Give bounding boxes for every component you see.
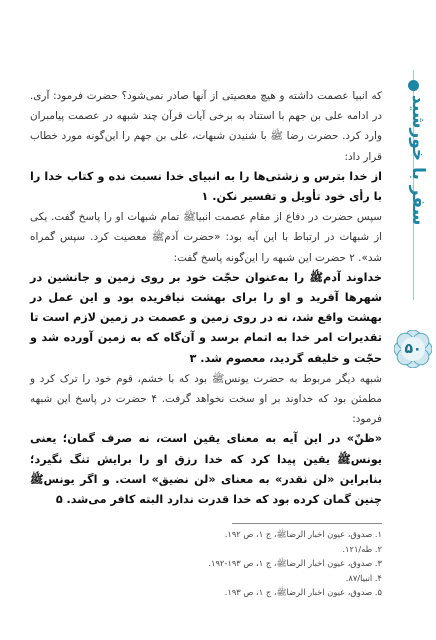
quote-paragraph-3: «ظنّ» در این آیه به معنای یقین است، نه صرف گمان؛ یعنی یونسﷺ یقین پیدا کرد که خدا رزق او را برایش تنگ نگیرد؛ بنابراین «لن نقدر» به معنای «لن نضیق» است. و اگر یونسﷺ چنین گمان کرده بود که خدا قدرت ندارد البته کافر می‌شد. ۵ [30,432,382,507]
page-number-badge [394,330,432,368]
footnotes [30,527,382,600]
quote-paragraph-1: از خدا بترس و زشتی‌ها را به انبیای خدا نسبت نده و کتاب خدا را با رأی خود تأویل و تفسیر نکن. ۱ [30,169,382,204]
footnote-4: ۴. انبیا/۸۷. [345,572,382,583]
page-number: ۵۰ [404,341,422,357]
body-paragraph-1: که انبیا عصمت داشته و هیچ معصیتی از آنها صادر نمی‌شود؟ حضرت فرمود: آری. در ادامه علی بن جهم با استناد به برخی آیات قرآن چند شبهه در عصمت پیامبران وارد کرد. حضرت رضا ﷺ با شنیدن شبهات، علی بن جهم را این‌گونه مورد خطاب قرار داد: [30,90,382,163]
sidebar-dot [408,80,419,91]
footnote-2: ۲. طه/۱۲۱. [342,543,382,554]
body-paragraph-2: سپس حضرت در دفاع از مقام عصمت انبیاﷺ تمام شبهات او را پاسخ گفت. یکی از شبهات در ارتباط با این آیه بود: «حضرت آدمﷺ معصیت کرد. سپس گمراه شد». ۲ حضرت این شبهه را این‌گونه پاسخ گفت: [30,211,382,264]
quote-paragraph-2: خداوند آدمﷺ را به‌عنوان حجّت خود بر روی زمین و جانشین در شهرها آفرید و او را برای بهشت نیافریده بود و این عمل در بهشت واقع شد، نه در روی زمین و عصمت در زمین لازم است تا تقدیرات امر خدا به اتمام برسد و آن‌گاه که به زمین آورده شد و حجّت و خلیفه گردید، معصوم شد. ۳ [30,270,382,365]
body-paragraph-3: شبهه دیگر مربوط به حضرت یونسﷺ بود که با خشم، قوم خود را ترک کرد و مطمئن بود که خداوند بر او سخت نخواهد گرفت. ۴ حضرت در پاسخ این شبهه فرمود: [30,372,382,426]
footnote-divider [232,523,382,524]
footnote-5: ۵. صدوق، عیون اخبار الرضاﷺ، ج ۱، ص ۱۹۳. [224,587,382,597]
page-body [30,86,382,510]
footnote-3: ۳. صدوق، عیون اخبار الرضاﷺ، ج ۱، ص ۱۹۳-۱۹۲. [208,558,382,568]
page-sidebar [392,0,436,640]
book-title: سفر با خورشید [408,95,428,226]
footnote-1: ۱. صدوق، عیون اخبار الرضاﷺ، ج ۱، ص ۱۹۲. [224,529,382,539]
